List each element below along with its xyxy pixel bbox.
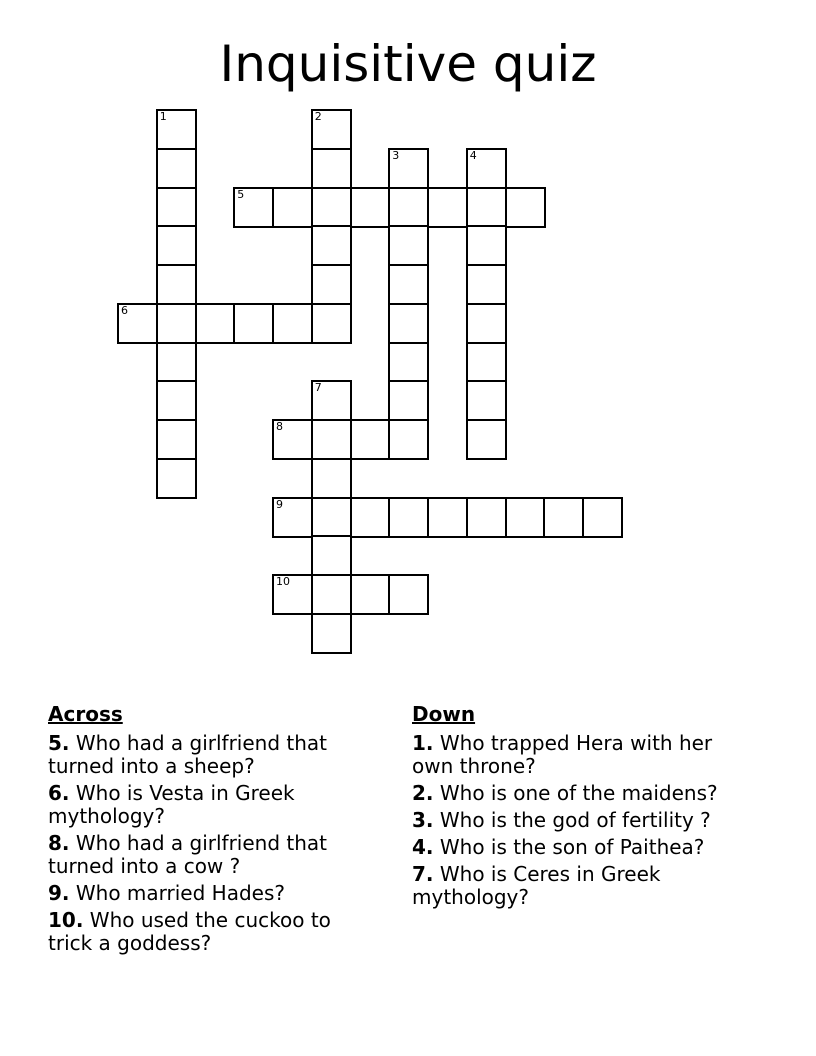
grid-cell[interactable] (388, 187, 429, 228)
grid-cell[interactable] (156, 419, 197, 460)
grid-cell[interactable] (156, 148, 197, 189)
grid-cell[interactable] (350, 497, 391, 538)
grid-cell[interactable] (466, 303, 507, 344)
grid-cell[interactable] (311, 380, 352, 421)
clue-number-label: 7. (412, 862, 434, 886)
down-clue (412, 836, 752, 859)
grid-cell[interactable] (350, 419, 391, 460)
grid-cell[interactable] (272, 574, 313, 615)
clue-number: 7 (314, 381, 322, 395)
grid-cell[interactable] (543, 497, 584, 538)
grid-cell[interactable] (311, 574, 352, 615)
grid-cell[interactable] (156, 225, 197, 266)
grid-cell[interactable] (156, 187, 197, 228)
clue-number: 6 (121, 303, 128, 317)
down-heading: Down (412, 702, 476, 726)
grid-cell[interactable] (466, 187, 507, 228)
grid-cell[interactable] (195, 303, 236, 344)
grid-cell[interactable] (388, 148, 429, 189)
grid-cell[interactable] (466, 380, 507, 421)
grid-cell[interactable] (466, 148, 507, 189)
across-heading: Across (48, 702, 123, 726)
grid-cell[interactable] (466, 342, 507, 383)
grid-cell[interactable] (466, 497, 507, 538)
grid-cell[interactable] (466, 419, 507, 460)
across-clue (48, 782, 368, 828)
grid-cell[interactable] (350, 574, 391, 615)
clue-number: 8 (276, 420, 283, 433)
clue-number-label: 4. (412, 835, 434, 859)
clue-number-label: 9. (48, 881, 70, 905)
grid-cell[interactable] (388, 225, 429, 266)
clue-text: Who is the god of fertility ? (433, 808, 711, 832)
clue-number-label: 10. (48, 908, 84, 932)
clue-text: Who is Ceres in Greek mythology? (412, 862, 661, 909)
grid-cell[interactable] (388, 264, 429, 305)
grid-cell[interactable] (272, 187, 313, 228)
down-clue (412, 809, 752, 832)
grid-cell[interactable] (272, 497, 313, 538)
clue-number: 1 (159, 110, 167, 123)
grid-cell[interactable] (311, 613, 352, 654)
clue-number: 9 (276, 497, 283, 511)
clue-text: Who is Vesta in Greek mythology? (48, 781, 295, 828)
grid-cell[interactable] (311, 148, 352, 189)
grid-cell[interactable] (272, 419, 313, 460)
grid-cell[interactable] (156, 342, 197, 383)
grid-cell[interactable] (311, 419, 352, 460)
grid-cell[interactable] (311, 264, 352, 305)
grid-cell[interactable] (233, 303, 274, 344)
down-clue (412, 732, 752, 778)
page-title: Inquisitive quiz (219, 35, 597, 93)
across-clue (48, 732, 368, 778)
clue-number-label: 3. (412, 808, 434, 832)
clue-number-label: 2. (412, 781, 434, 805)
clue-text: Who used the cuckoo to trick a goddess? (48, 908, 331, 955)
grid-cell[interactable] (156, 303, 197, 344)
clue-number: 4 (469, 148, 477, 162)
across-clue (48, 909, 368, 955)
grid-cell[interactable] (388, 419, 429, 460)
down-clues (412, 700, 752, 913)
clue-number: 2 (314, 110, 322, 123)
grid-cell[interactable] (233, 187, 274, 228)
clue-text: Who trapped Hera with her own throne? (412, 731, 713, 778)
grid-cell[interactable] (117, 303, 158, 344)
grid-cell[interactable] (311, 225, 352, 266)
grid-cell[interactable] (427, 187, 468, 228)
grid-cell[interactable] (388, 574, 429, 615)
grid-cell[interactable] (466, 264, 507, 305)
down-clue (412, 782, 752, 805)
grid-cell[interactable] (311, 458, 352, 499)
across-clue-list (48, 732, 368, 955)
grid-cell[interactable] (311, 535, 352, 576)
clue-text: Who married Hades? (69, 881, 285, 905)
grid-cell[interactable] (505, 497, 546, 538)
grid-cell[interactable] (156, 264, 197, 305)
grid-cell[interactable] (311, 109, 352, 150)
grid-cell[interactable] (466, 225, 507, 266)
clue-text: Who had a girlfriend that turned into a sheep? (48, 731, 328, 778)
clue-text: Who had a girlfriend that turned into a cow ? (48, 831, 328, 878)
grid-cell[interactable] (311, 497, 352, 538)
clue-text: Who is one of the maidens? (433, 781, 718, 805)
grid-cell[interactable] (156, 458, 197, 499)
clue-number: 3 (392, 148, 400, 162)
grid-cell[interactable] (311, 187, 352, 228)
grid-cell[interactable] (350, 187, 391, 228)
grid-cell[interactable] (388, 380, 429, 421)
clue-number-label: 6. (48, 781, 70, 805)
grid-cell[interactable] (388, 497, 429, 538)
grid-cell[interactable] (156, 380, 197, 421)
across-clue (48, 832, 368, 878)
clue-number-label: 5. (48, 731, 70, 755)
across-clues (48, 700, 368, 959)
grid-cell[interactable] (388, 303, 429, 344)
down-clue (412, 863, 752, 909)
grid-cell[interactable] (272, 303, 313, 344)
clue-number-label: 1. (412, 731, 434, 755)
across-clue (48, 882, 368, 905)
grid-cell[interactable] (311, 303, 352, 344)
clue-number: 10 (276, 575, 290, 588)
grid-cell[interactable] (388, 342, 429, 383)
clue-number: 5 (237, 187, 245, 201)
grid-cell[interactable] (427, 497, 468, 538)
grid-cell[interactable] (156, 109, 197, 150)
clue-number-label: 8. (48, 831, 70, 855)
clue-text: Who is the son of Paithea? (433, 835, 705, 859)
grid-cell[interactable] (505, 187, 546, 228)
down-clue-list (412, 732, 752, 909)
grid-cell[interactable] (582, 497, 623, 538)
